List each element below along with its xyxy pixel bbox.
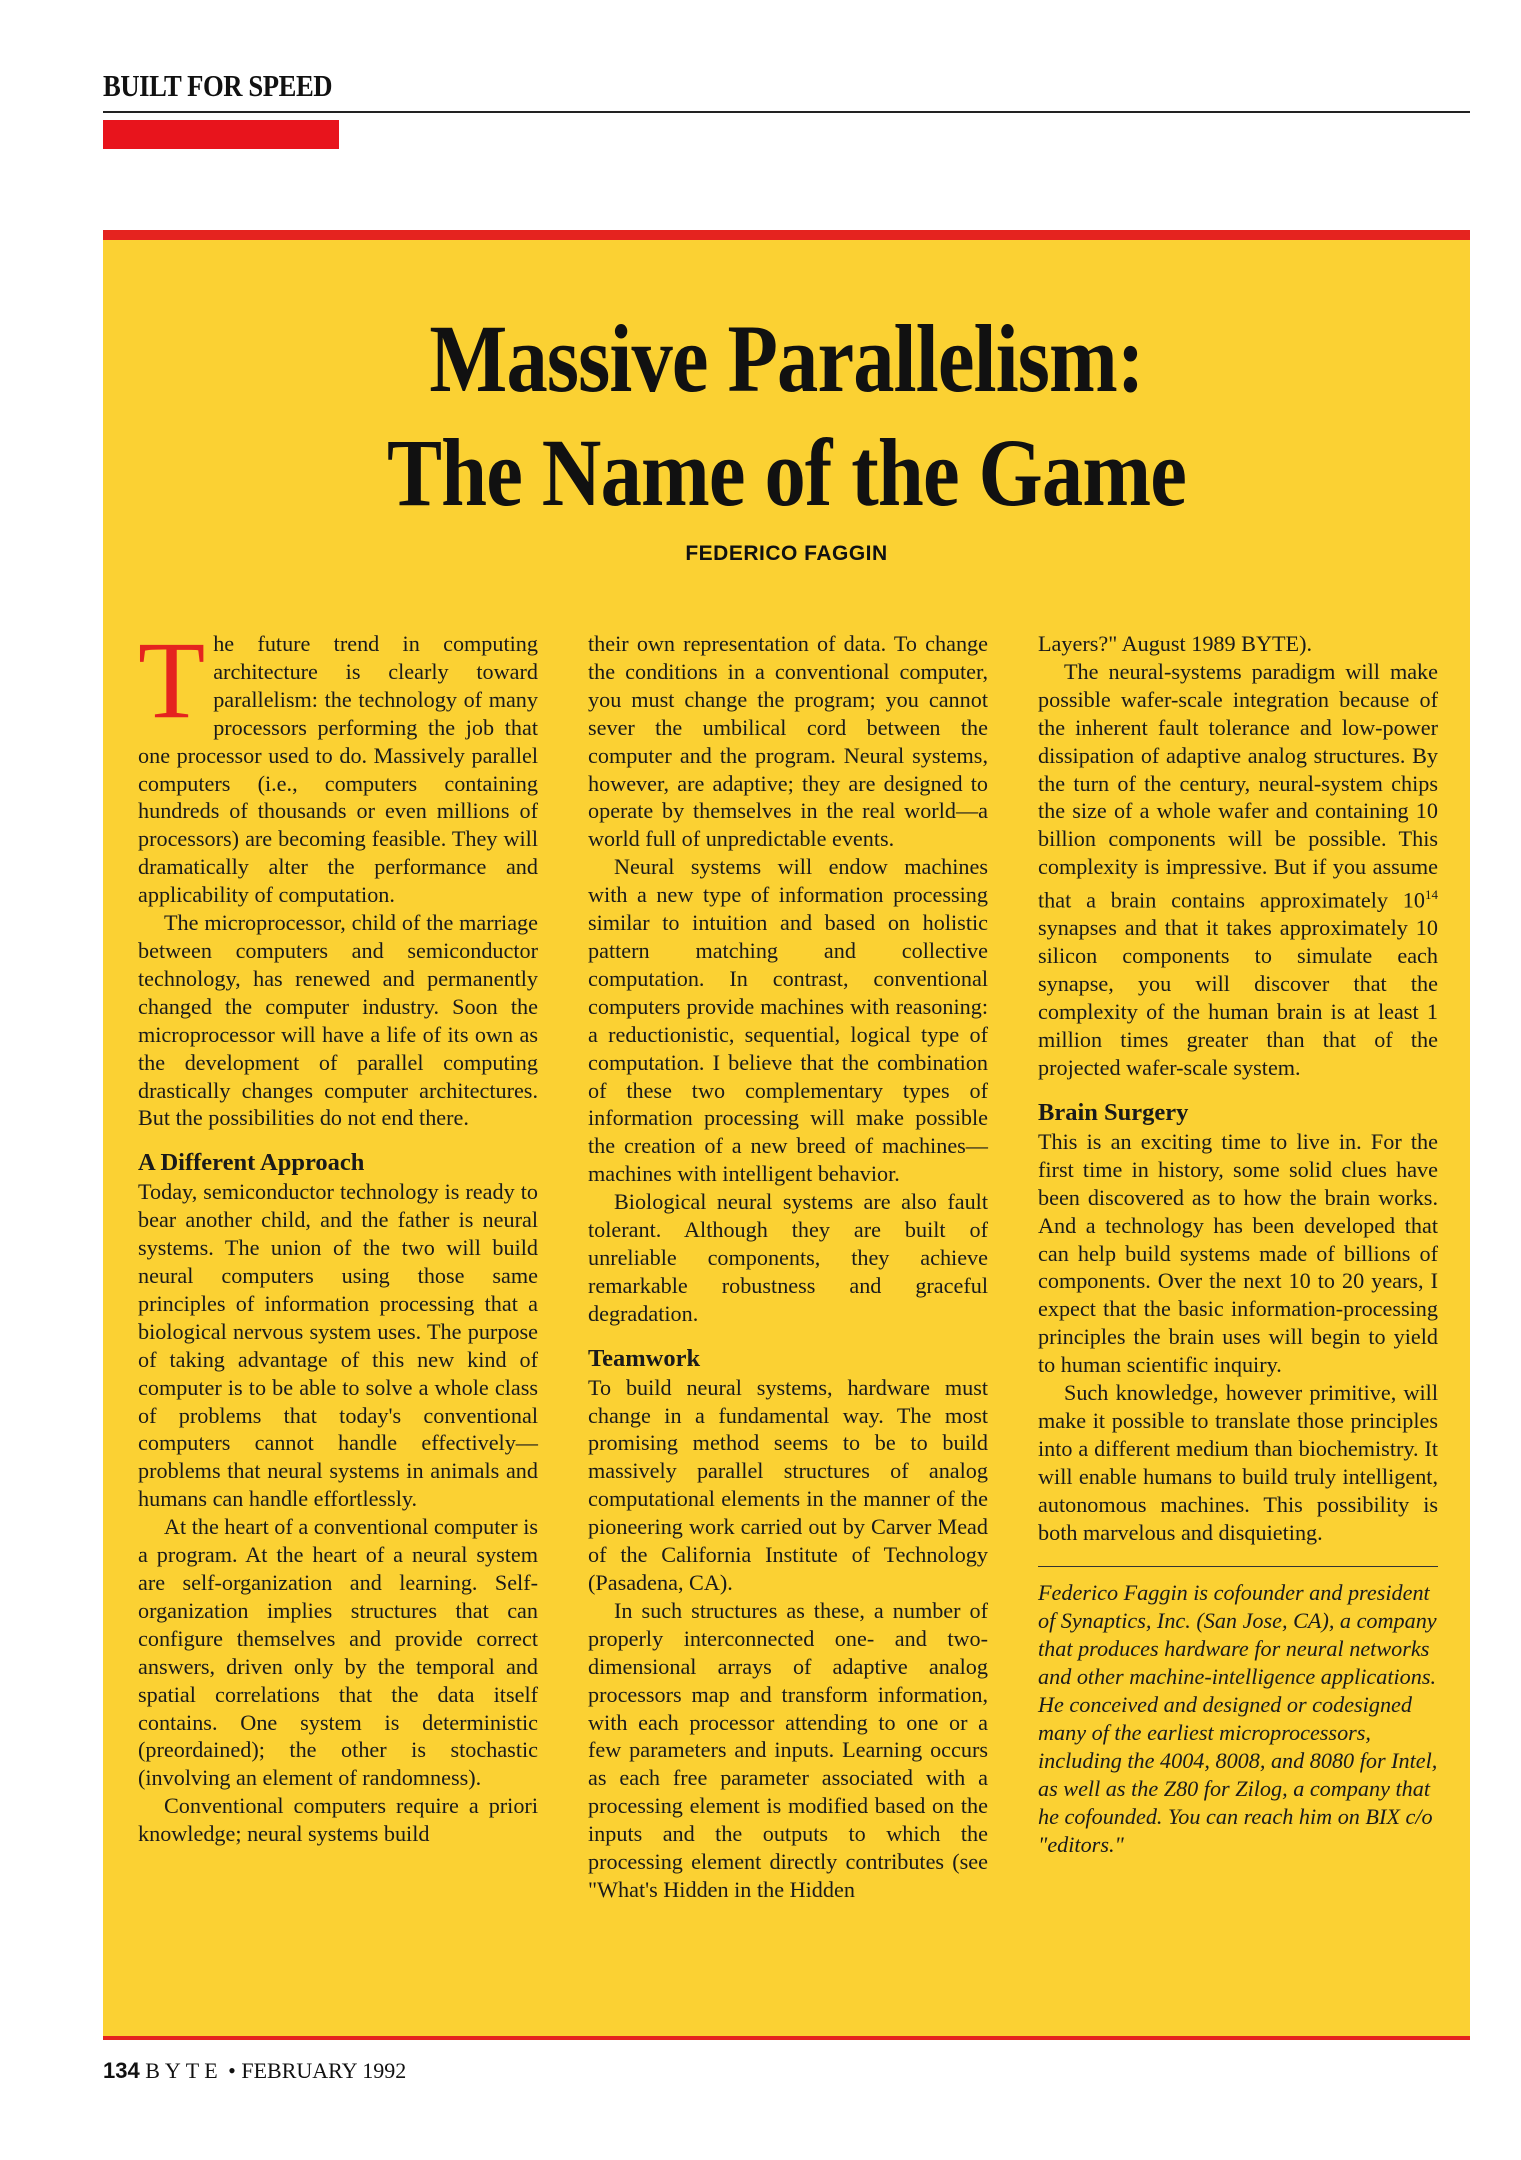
subheading-brain-surgery: Brain Surgery bbox=[1038, 1098, 1189, 1126]
article-author: FEDERICO FAGGIN bbox=[685, 542, 888, 565]
col3-paragraph bbox=[1038, 658, 1438, 1082]
col2-paragraph: their own representation of data. To change the conditions in a conventional computer, you must change the program; you cannot sever the umbilical cord between the computer and the program. Neural systems, however, are adaptive; they are designed to operate by themselves in the real world—a world full of unpredictable events. bbox=[588, 631, 988, 852]
col2-paragraph: To build neural systems, hardware must change in a fundamental way. The most promising method seems to be to build massively parallel structures of analog computational elements in the manner of the pioneering work carried out by Carver Mead of the California Institute of Technology (Pasadena, CA). bbox=[588, 1374, 988, 1595]
title-line-1: Massive Parallelism: bbox=[429, 305, 1144, 412]
exponent: 14 bbox=[1425, 887, 1438, 903]
article-title bbox=[199, 302, 1375, 530]
col3-p2-rest: synapses and that it takes approximately 10 silicon components to simulate each synapse, you will discover that the complexity of the human brain is at least 1 million times greater than that of the projected wafer-scale system. bbox=[1038, 915, 1438, 1080]
bio-rule bbox=[1038, 1566, 1438, 1567]
column-2 bbox=[588, 630, 988, 1904]
col1-paragraph: At the heart of a conventional computer is a program. At the heart of a neural system are self-organization and learning. Self-organization implies structures that can configure themselves and provide correct answers, driven only by the temporal and spatial correlations that the data itself contains. One system is deterministic (preordained); the other is stochastic (involving an element of randomness). bbox=[138, 1514, 538, 1791]
page-number: 134 bbox=[103, 2058, 140, 2083]
issue-date: FEBRUARY 1992 bbox=[241, 2058, 407, 2083]
col3-paragraph: Such knowledge, however primitive, will make it possible to translate those principles into a different medium than biochemistry. It will enable humans to build truly intelligent, autonomous machines. This possibility is both marvelous and disquieting. bbox=[1038, 1380, 1438, 1545]
author-bio: Federico Faggin is cofounder and president of Synaptics, Inc. (San Jose, CA), a company that produces hardware for neural networks and other machine-intelligence applications. He conceived and designed or codesigned many of the earliest microprocessors, including the 4004, 8008, and 8080 for Intel, as well as the Z80 for Zilog, a company that he cofounded. You can reach him on BIX c/o "editors." bbox=[1038, 1580, 1438, 1857]
section-red-bar bbox=[103, 120, 339, 149]
article-panel bbox=[103, 230, 1470, 2040]
col2-paragraph: In such structures as these, a number of properly interconnected one- and two-dimensional arrays of adaptive analog processors map and transform information, with each processor attending to one or a few parameters and inputs. Learning occurs as each free parameter associated with a processing element is modified based on the inputs and the outputs to which the processing element directly contributes (see "What's Hidden in the Hidden bbox=[588, 1597, 988, 1902]
footer-separator: • bbox=[228, 2058, 236, 2083]
section-rule bbox=[103, 111, 1470, 113]
drop-cap: T bbox=[138, 619, 206, 741]
subheading-teamwork: Teamwork bbox=[588, 1344, 701, 1372]
col3-paragraph: This is an exciting time to live in. For the first time in history, some solid clues have been discovered as to how the brain works. And a technology has been developed that can help build systems made of billions of components. Over the next 10 to 20 years, I expect that the basic information-processing principles the brain uses will begin to yield to human scientific inquiry. bbox=[1038, 1128, 1438, 1378]
col1-paragraph bbox=[138, 619, 538, 909]
magazine-name: BYTE bbox=[145, 2058, 223, 2083]
col3-p2-text: The neural-systems paradigm will make possible wafer-scale integration because of the inherent fault tolerance and low-power dissipation of adaptive analog structures. By the turn of the century, neural-system chips the size of a whole wafer and containing 10 billion components will be possible. This complexity is impressive. But if you assume that a brain contains approximately 10 bbox=[1038, 658, 1438, 913]
page-footer bbox=[103, 2058, 406, 2084]
section-label: BUILT FOR SPEED bbox=[103, 68, 333, 103]
column-1 bbox=[138, 619, 538, 1848]
col1-paragraph: Today, semiconductor technology is ready to bear another child, and the father is neural systems. The union of the two will build neural computers using those same principles of information processing that a biological nervous system uses. The purpose of taking advantage of this new kind of computer is to be able to solve a whole class of problems that today's conventional computers cannot handle effectively—problems that neural systems in animals and humans can handle effortlessly. bbox=[138, 1179, 538, 1512]
column-3 bbox=[1038, 630, 1438, 1859]
subheading-different-approach: A Different Approach bbox=[138, 1149, 365, 1177]
col1-paragraph: The microprocessor, child of the marriage between computers and semiconductor technology, has renewed and permanently changed the computer industry. Soon the microprocessor will have a life of its own as the development of parallel computing drastically changes computer architectures. But the possibilities do not end there. bbox=[138, 910, 538, 1131]
col2-paragraph: Biological neural systems are also fault tolerant. Although they are built of unreliable components, they achieve remarkable robustness and graceful degradation. bbox=[588, 1189, 988, 1326]
col3-paragraph: Layers?" August 1989 BYTE). bbox=[1038, 631, 1313, 656]
title-line-2: The Name of the Game bbox=[386, 419, 1187, 526]
col1-paragraph: Conventional computers require a priori knowledge; neural systems build bbox=[138, 1793, 538, 1847]
col1-p1-text: he future trend in computing architecture is clearly toward parallelism: the technology of many processors performing the job that one processor used to do. Massively parallel computers (i.e., computers containing hundreds of thousands or even millions of processors) are becoming feasible. They will dramatically alter the performance and applicability of computation. bbox=[138, 631, 538, 908]
col2-paragraph: Neural systems will endow machines with a new type of information processing similar to intuition and based on holistic pattern matching and collective computation. In contrast, conventional computers provide machines with reasoning: a reductionistic, sequential, logical type of computation. I believe that the combination of these two complementary types of information processing will make possible the creation of a new breed of machines—machines with intelligent behavior. bbox=[588, 854, 988, 1187]
